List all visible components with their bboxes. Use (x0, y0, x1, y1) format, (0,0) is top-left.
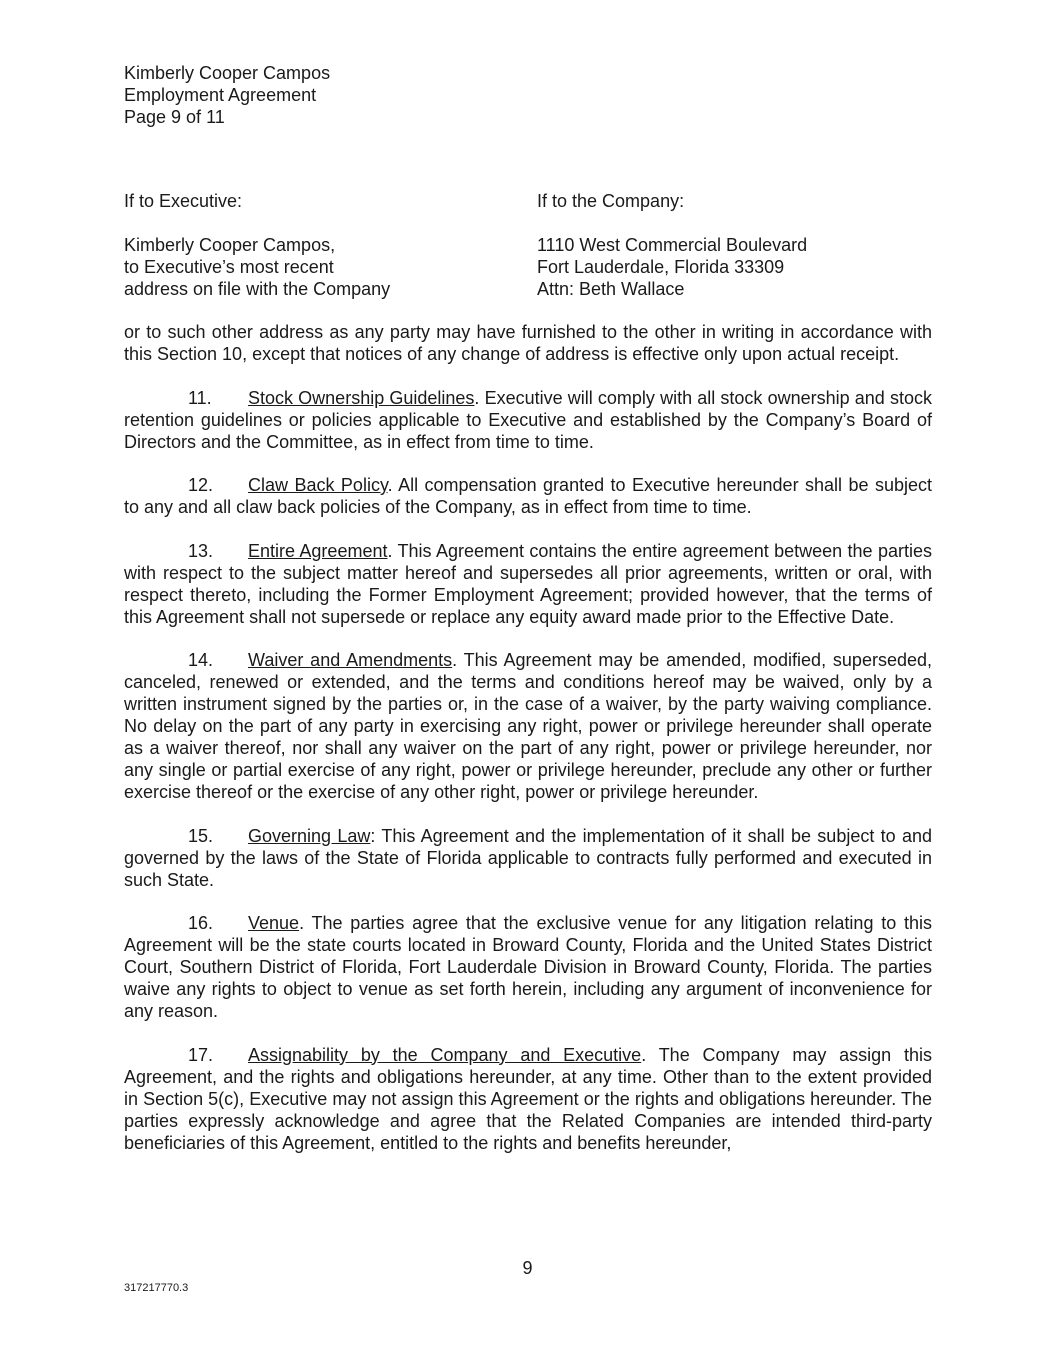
page-number: 9 (522, 1258, 533, 1278)
agreement-body (124, 321, 932, 1175)
section-separator: . (299, 913, 312, 933)
section-number: 17. (188, 1044, 214, 1065)
section-15 (124, 825, 932, 891)
section-text: Executive will comply with all stock ownership and stock retention guidelines or policies applicable to Executive and established by the Company’s Board of Directors and the Committee, as in effect from time to time. (124, 387, 932, 452)
section-14 (124, 649, 932, 803)
executive-address-line: address on file with the Company (124, 279, 391, 299)
section-separator: : (370, 825, 382, 846)
company-address-line: Fort Lauderdale, Florida 33309 (537, 257, 785, 277)
section-11 (124, 387, 932, 453)
section-text: This Agreement contains the entire agreement between the parties with respect to the subject matter hereof and supersedes all prior agreements, written or oral, with respect thereto, including the Former Employment Agreement; provided however, that the terms of this Agreement shall not supersede or replace any equity award made prior to the Effective Date. (124, 540, 932, 627)
company-heading: If to the Company: (537, 191, 685, 211)
section-separator: . (474, 387, 485, 408)
section-title: Assignability by the Company and Executive (248, 1044, 642, 1065)
section-title: Stock Ownership Guidelines (248, 387, 475, 408)
section-number: 12. (188, 475, 214, 495)
notice-continuation: or to such other address as any party may have furnished to the other in writing in accordance with this Section 10, except that notices of any change of address is effective only upon actual receipt. (124, 322, 932, 364)
header-page-count: Page 9 of 11 (124, 107, 225, 127)
section-text: This Agreement and the implementation of it shall be subject to and governed by the laws of the State of Florida applicable to contracts fully performed and executed in such State. (124, 825, 932, 890)
section-text: All compensation granted to Executive hereunder shall be subject to any and all claw back policies of the Company, as in effect from time to time. (124, 475, 932, 517)
executive-address-line: to Executive’s most recent (124, 257, 334, 277)
section-13 (124, 540, 932, 628)
section-separator: . (387, 540, 398, 561)
section-title: Entire Agreement (248, 540, 388, 561)
section-separator: . (452, 650, 464, 670)
section-title: Waiver and Amendments (248, 650, 453, 670)
header-name: Kimberly Cooper Campos (124, 63, 331, 83)
page-header (124, 62, 330, 128)
section-number: 15. (188, 825, 214, 846)
section-text: This Agreement may be amended, modified, superseded, canceled, renewed or extended, and the terms and conditions hereof may be waived, only by a written instrument signed by the parties or, in the case of a waiver, by the party waiving compliance. No delay on the part of any party in exercising any right, power or privilege hereunder shall operate as a waiver thereof, nor shall any waiver on the part of any right, power or privilege hereunder, nor any single or partial exercise of any right, power or privilege hereunder, preclude any other or further exercise thereof or the exercise of any other right, power or privilege hereunder. (124, 650, 932, 802)
header-doc-title: Employment Agreement (124, 85, 317, 105)
company-address-block (537, 190, 807, 300)
section-12 (124, 474, 932, 518)
section-text: The Company may assign this Agreement, and the rights and obligations hereunder, at any time. Other than to the extent provided in Section 5(c), Executive may not assign this Agreement or the rights and obligations hereunder. The parties expressly acknowledge and agree that the Related Companies are intended third-party beneficiaries of this Agreement, entitled to the rights and benefits hereunder, (124, 1044, 932, 1153)
section-separator: . (641, 1044, 659, 1065)
section-number: 11. (188, 387, 212, 408)
executive-heading: If to Executive: (124, 191, 243, 211)
company-address-line: Attn: Beth Wallace (537, 279, 685, 299)
section-separator: . (387, 475, 399, 495)
section-number: 16. (188, 913, 214, 933)
section-title: Claw Back Policy (248, 475, 388, 495)
section-title: Venue (248, 913, 300, 933)
section-title: Governing Law (248, 825, 371, 846)
section-16 (124, 912, 932, 1022)
company-address-line: 1110 West Commercial Boulevard (537, 235, 808, 255)
document-id: 317217770.3 (124, 1282, 189, 1294)
section-text: The parties agree that the exclusive venue for any litigation relating to this Agreement will be the state courts located in Broward County, Florida and the United States District Court, Southern District of Florida, Fort Lauderdale Division in Broward County, Florida. The parties waive any rights to object to venue as set forth herein, including any argument of inconvenience for any reason. (124, 913, 932, 1021)
executive-address-block (124, 190, 390, 300)
executive-address-line: Kimberly Cooper Campos, (124, 235, 336, 255)
section-number: 13. (188, 540, 214, 561)
section-number: 14. (188, 650, 214, 670)
section-17 (124, 1044, 932, 1154)
